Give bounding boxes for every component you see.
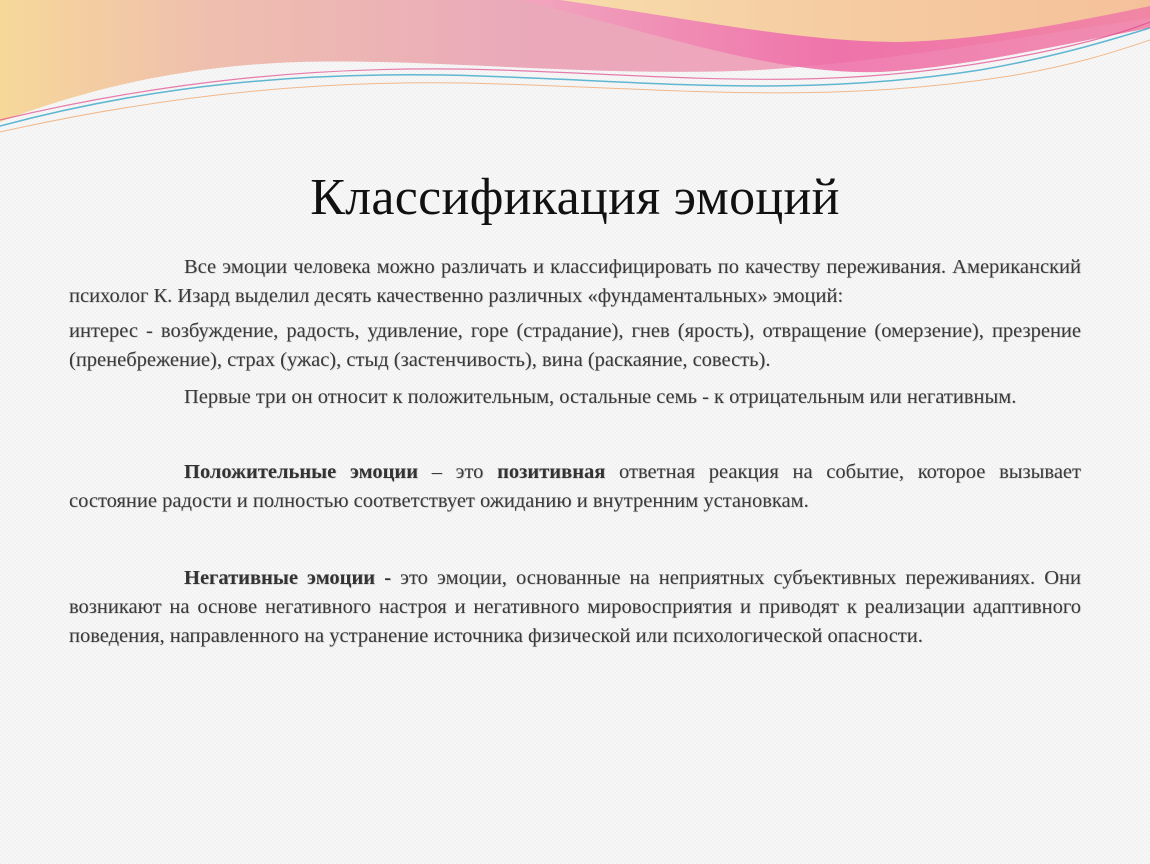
negative-emotions-term: Негативные эмоции - [184, 567, 392, 589]
classification-paragraph: Первые три он относит к положительным, остальные семь - к отрицательным или негативным. [184, 386, 1017, 408]
positive-definition: ответная реакция на событие, которое вызывает состояние радости и полностью соответствует ожиданию и внутренним установкам. [69, 461, 1081, 512]
intro-paragraph: Все эмоции человека можно различать и классифицировать по качеству переживания. Американский психолог К. Изард выделил десять качественно различных «фундаментальных» эмоций: [69, 256, 1081, 307]
positive-highlight: позитивная [497, 461, 606, 483]
positive-emotions-paragraph [69, 458, 1081, 516]
positive-emotions-term: Положительные эмоции [184, 461, 419, 483]
slide-body [69, 253, 1081, 651]
slide-title: Классификация эмоций [310, 169, 840, 226]
header-wave-decoration [0, 0, 1150, 140]
emotions-list-paragraph: интерес - возбуждение, радость, удивление, горе (страдание), гнев (ярость), отвращение (омерзение), презрение (пренебрежение), страх (ужас), стыд (застенчивость), вина (раскаяние, совесть). [69, 320, 1081, 371]
negative-emotions-paragraph [69, 564, 1081, 651]
negative-definition: это эмоции, основанные на неприятных субъективных переживаниях. Они возникают на основе негативного настроя и негативного мировосприятия и приводят к реализации адаптивного поведения, направленного на устранение источника физической или психологической опасности. [69, 567, 1081, 647]
positive-dash: – это [418, 461, 498, 483]
